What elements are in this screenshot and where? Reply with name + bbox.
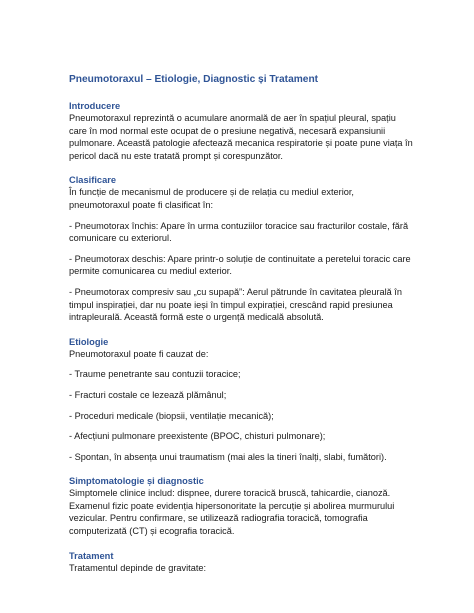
simptomatologie-paragraph: Simptomele clinice includ: dispnee, durere toracică bruscă, tahicardie, cianoză. Examenul fizic poate evidenția hipersonoritate la percuție și abolirea murmurului vezicular. Pentru confirmare, se utilizează radiografia toracică, tomografia computerizată (CT) și ecografia toracică. <box>69 488 395 537</box>
clasificare-intro: În funcție de mecanismul de producere și de relația cu mediul exterior, pneumotoraxul poate fi clasificat în: <box>69 187 354 210</box>
etiologie-item: - Fracturi costale ce lezează plămânul; <box>69 389 227 400</box>
section-heading-tratament: Tratament <box>69 550 114 561</box>
etiologie-item: - Spontan, în absența unui traumatism (mai ales la tineri înalți, slabi, fumători). <box>69 451 387 462</box>
clasificare-item-inchis: - Pneumotorax închis: Apare în urma contuziilor toracice sau fracturilor costale, fără comunicare cu exteriorul. <box>69 220 409 244</box>
etiologie-intro: Pneumotoraxul poate fi cauzat de: <box>69 348 209 359</box>
section-heading-introducere: Introducere <box>69 101 121 111</box>
introducere-paragraph: Pneumotoraxul reprezintă o acumulare anormală de aer în spațiul pleural, spațiu care în mod normal este ocupat de o presiune negativă, necesară expansiunii pulmonare. Această patologie afectează mecanica respiratorie și poate pune viața în pericol dacă nu este tratată prompt și corespunzător. <box>69 113 413 161</box>
section-heading-simptomatologie: Simptomatologie și diagnostic <box>69 476 204 487</box>
etiologie-item: - Afecțiuni pulmonare preexistente (BPOC, chisturi pulmonare); <box>69 431 326 442</box>
etiologie-item: - Proceduri medicale (biopsii, ventilație mecanică); <box>69 410 274 421</box>
tratament-paragraph: Tratamentul depinde de gravitate: <box>69 562 207 573</box>
section-heading-clasificare: Clasificare <box>69 175 117 186</box>
section-heading-etiologie: Etiologie <box>69 336 109 347</box>
clasificare-item-deschis: - Pneumotorax deschis: Apare printr-o soluție de continuitate a peretelui toracic care permite comunicarea cu mediul exterior. <box>69 253 411 277</box>
clasificare-item-compresiv: - Pneumotorax compresiv sau „cu supapă”: Aerul pătrunde în cavitatea pleurală în timpul inspirației, dar nu poate ieși în timpul expirației, crescând rapid presiunea intrapleurală. Această formă este o urgență medicală absolută. <box>69 286 402 323</box>
document-title: Pneumotoraxul – Etiologie, Diagnostic și Tratament <box>69 74 319 85</box>
document-body <box>69 73 414 574</box>
etiologie-item: - Traume penetrante sau contuzii toracice; <box>69 369 241 380</box>
